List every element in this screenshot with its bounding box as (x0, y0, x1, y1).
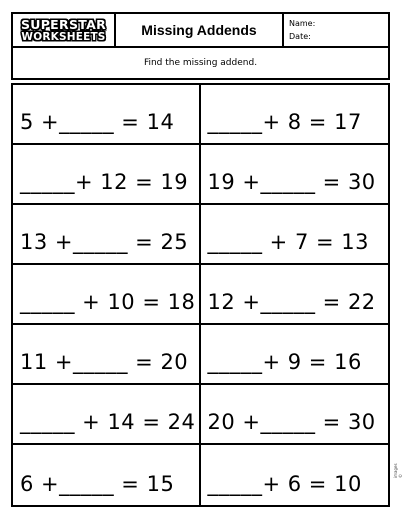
problem-cell (13, 385, 201, 445)
problem-cell (13, 325, 201, 385)
equation: 20 +_____ = 30 (207, 410, 376, 434)
equation: 6 +_____ = 15 (20, 472, 175, 496)
equation: _____+ 8 = 17 (207, 110, 362, 134)
problem-cell (201, 445, 389, 505)
worksheet-header (11, 12, 390, 48)
date-label: Date: (289, 32, 311, 41)
equation: _____ + 14 = 24 (20, 410, 196, 434)
copyright-note: images © (393, 463, 403, 478)
logo-text-top: SUPERSTAR (20, 16, 107, 32)
problem-cell (201, 145, 389, 205)
equation: 19 +_____ = 30 (207, 170, 376, 194)
problem-cell (13, 265, 201, 325)
instructions: Find the missing addend. (11, 48, 390, 80)
equation: 12 +_____ = 22 (207, 290, 376, 314)
problem-cell (13, 205, 201, 265)
problem-grid (11, 83, 390, 507)
equation: _____+ 9 = 16 (207, 350, 362, 374)
equation: 13 +_____ = 25 (20, 230, 189, 254)
equation: _____ + 10 = 18 (20, 290, 196, 314)
problem-cell (201, 265, 389, 325)
problem-cell (13, 85, 201, 145)
problem-cell (201, 325, 389, 385)
logo-text-bottom: WORKSHEETS (21, 30, 106, 43)
problem-cell (201, 85, 389, 145)
equation: _____+ 6 = 10 (207, 472, 362, 496)
equation: _____ + 7 = 13 (207, 230, 369, 254)
name-label: Name: (289, 19, 316, 28)
worksheet-title: Missing Addends (116, 14, 284, 46)
equation: 5 +_____ = 14 (20, 110, 175, 134)
superstar-worksheets-logo (13, 14, 116, 46)
problem-cell (201, 205, 389, 265)
problem-cell (13, 445, 201, 505)
equation: 11 +_____ = 20 (20, 350, 189, 374)
name-date-box (284, 14, 388, 46)
problem-cell (13, 145, 201, 205)
problem-cell (201, 385, 389, 445)
equation: _____+ 12 = 19 (20, 170, 189, 194)
